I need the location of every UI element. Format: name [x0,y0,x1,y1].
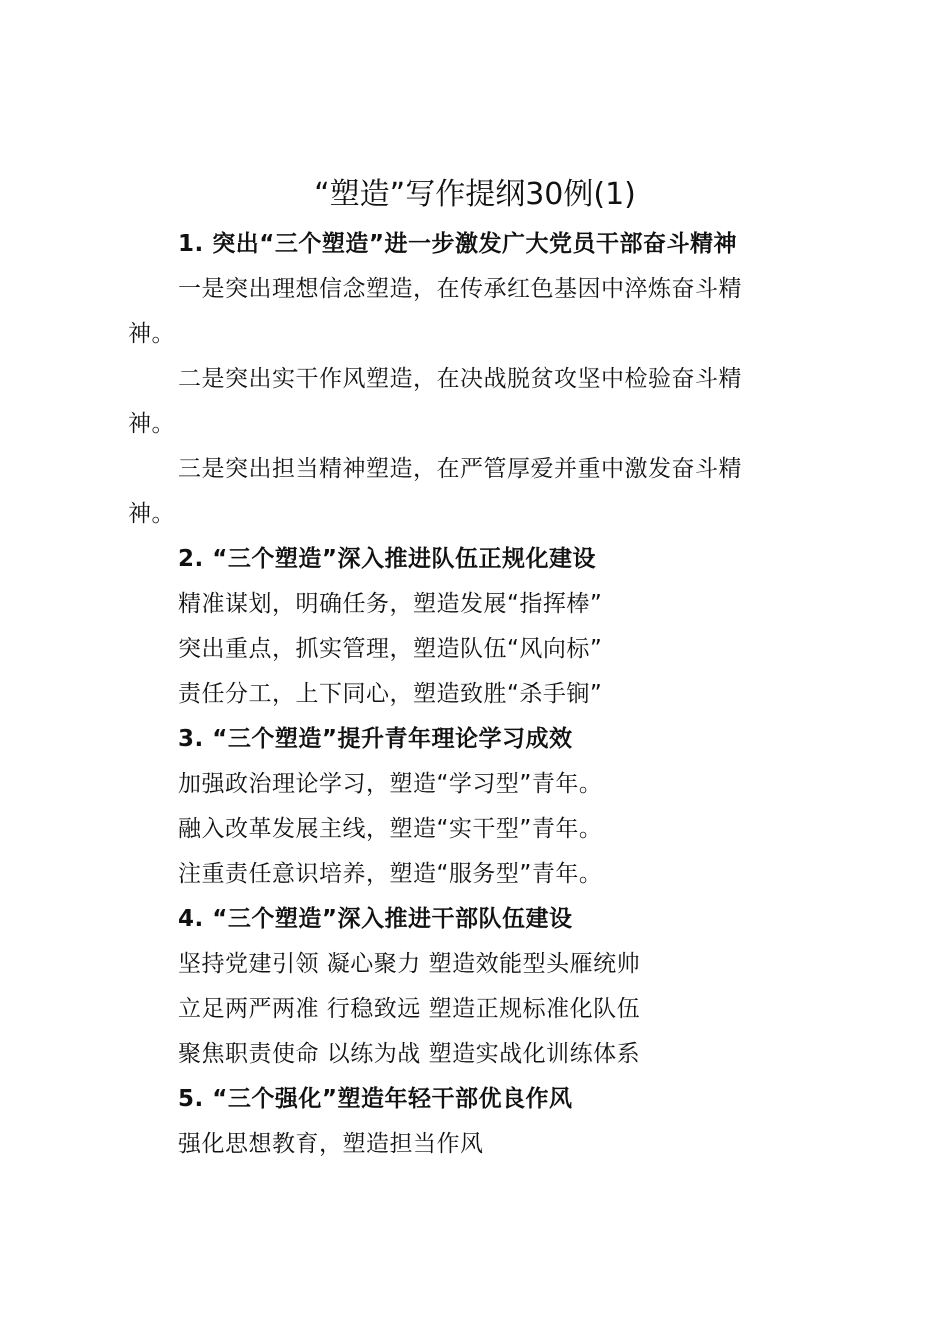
paragraph-line: 一是突出理想信念塑造，在传承红色基因中淬炼奋斗精 [178,276,742,302]
document-body [128,222,798,1167]
list-item: 强化思想教育，塑造担当作风 [178,1131,484,1157]
list-item: 加强政治理论学习，塑造“学习型”青年。 [178,771,603,797]
list-item: 责任分工，上下同心，塑造致胜“杀手锏” [178,681,603,707]
paragraph-line: 二是突出实干作风塑造，在决战脱贫攻坚中检验奋斗精 [178,366,742,392]
list-item: 精准谋划，明确任务，塑造发展“指挥棒” [178,591,603,617]
section-heading: 5. “三个强化”塑造年轻干部优良作风 [178,1086,573,1112]
document-title: “塑造”写作提纲30例(1) [314,177,636,212]
list-item: 突出重点，抓实管理，塑造队伍“风向标” [178,636,603,662]
paragraph-line: 三是突出担当精神塑造，在严管厚爱并重中激发奋斗精 [178,456,742,482]
list-item: 注重责任意识培养，塑造“服务型”青年。 [178,861,603,887]
section-heading: 2. “三个塑造”深入推进队伍正规化建设 [178,546,596,572]
section-heading: 4. “三个塑造”深入推进干部队伍建设 [178,906,573,932]
paragraph-continuation: 神。 [128,411,175,437]
list-item: 融入改革发展主线，塑造“实干型”青年。 [178,816,603,842]
list-item: 聚焦职责使命 以练为战 塑造实战化训练体系 [178,1041,641,1067]
section-heading: 3. “三个塑造”提升青年理论学习成效 [178,726,573,752]
section-heading: 1. 突出“三个塑造”进一步激发广大党员干部奋斗精神 [178,231,737,257]
paragraph-continuation: 神。 [128,501,175,527]
list-item: 立足两严两准 行稳致远 塑造正规标准化队伍 [178,996,641,1022]
paragraph-continuation: 神。 [128,321,175,347]
list-item: 坚持党建引领 凝心聚力 塑造效能型头雁统帅 [178,951,641,977]
